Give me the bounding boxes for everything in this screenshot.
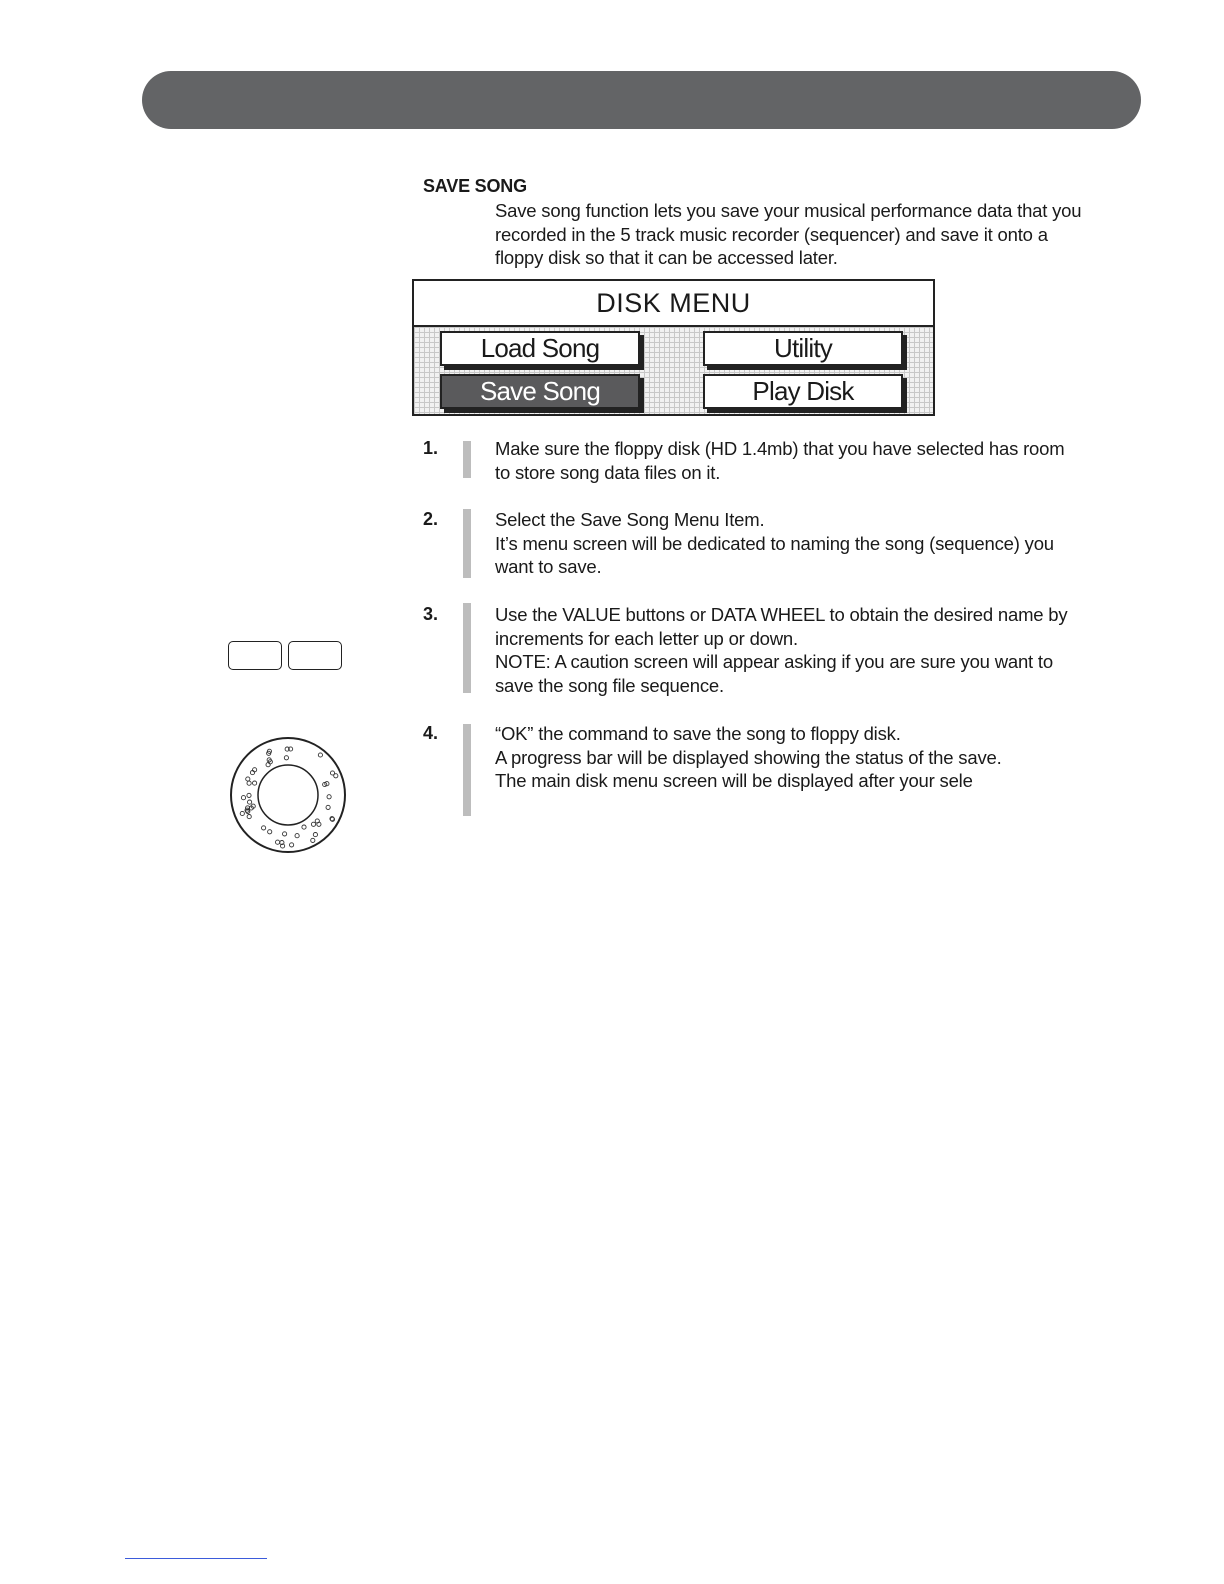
intro-line: floppy disk so that it can be accessed later. xyxy=(495,247,838,268)
step-3-number: 3. xyxy=(423,604,439,624)
step-4-number: 4. xyxy=(423,723,439,743)
disk-menu-title: DISK MENU xyxy=(414,281,933,327)
step-3-text xyxy=(495,603,1135,697)
step-2-text xyxy=(495,508,1135,579)
intro-line: recorded in the 5 track music recorder (sequencer) and save it onto a xyxy=(495,223,1048,245)
step-2-number: 2. xyxy=(423,509,439,529)
header-bar xyxy=(142,71,1141,129)
value-down-button-icon xyxy=(228,641,282,670)
step-line: save the song file sequence. xyxy=(495,674,724,696)
step-line: increments for each letter up or down. xyxy=(495,627,798,649)
value-up-button-icon xyxy=(288,641,342,670)
disk-menu-items xyxy=(414,327,933,414)
save-song-item[interactable]: Save Song xyxy=(440,374,640,409)
step-1-number: 1. xyxy=(423,438,439,458)
step-1-bar xyxy=(463,441,471,478)
load-song-item[interactable]: Load Song xyxy=(440,331,640,366)
section-title: SAVE SONG xyxy=(423,176,527,196)
step-line: The main disk menu screen will be displayed after your sele xyxy=(495,770,973,791)
step-line: Make sure the floppy disk (HD 1.4mb) that you have selected has room xyxy=(495,438,1065,459)
step-4-text xyxy=(495,722,1135,793)
step-line: to store song data files on it. xyxy=(495,461,721,483)
step-line: Select the Save Song Menu Item. xyxy=(495,509,765,530)
step-4-bar xyxy=(463,724,471,816)
step-line: It’s menu screen will be dedicated to naming the song (sequence) you xyxy=(495,532,1054,554)
step-line: “OK” the command to save the song to floppy disk. xyxy=(495,723,901,744)
value-buttons-icon xyxy=(228,641,343,671)
step-line: Use the VALUE buttons or DATA WHEEL to obtain the desired name by xyxy=(495,604,1068,625)
utility-item[interactable]: Utility xyxy=(703,331,903,366)
disk-menu-screen xyxy=(412,279,935,416)
footer-rule xyxy=(125,1558,267,1559)
step-2-bar xyxy=(463,509,471,578)
data-wheel-icon xyxy=(228,735,348,855)
step-line: NOTE: A caution screen will appear asking if you are sure you want to xyxy=(495,651,1053,672)
play-disk-item[interactable]: Play Disk xyxy=(703,374,903,409)
intro-paragraph xyxy=(495,199,1135,270)
step-line: A progress bar will be displayed showing the status of the save. xyxy=(495,746,1002,768)
step-line: want to save. xyxy=(495,556,602,577)
intro-line: Save song function lets you save your musical performance data that you xyxy=(495,200,1082,221)
step-3-bar xyxy=(463,603,471,693)
step-1-text xyxy=(495,437,1135,484)
